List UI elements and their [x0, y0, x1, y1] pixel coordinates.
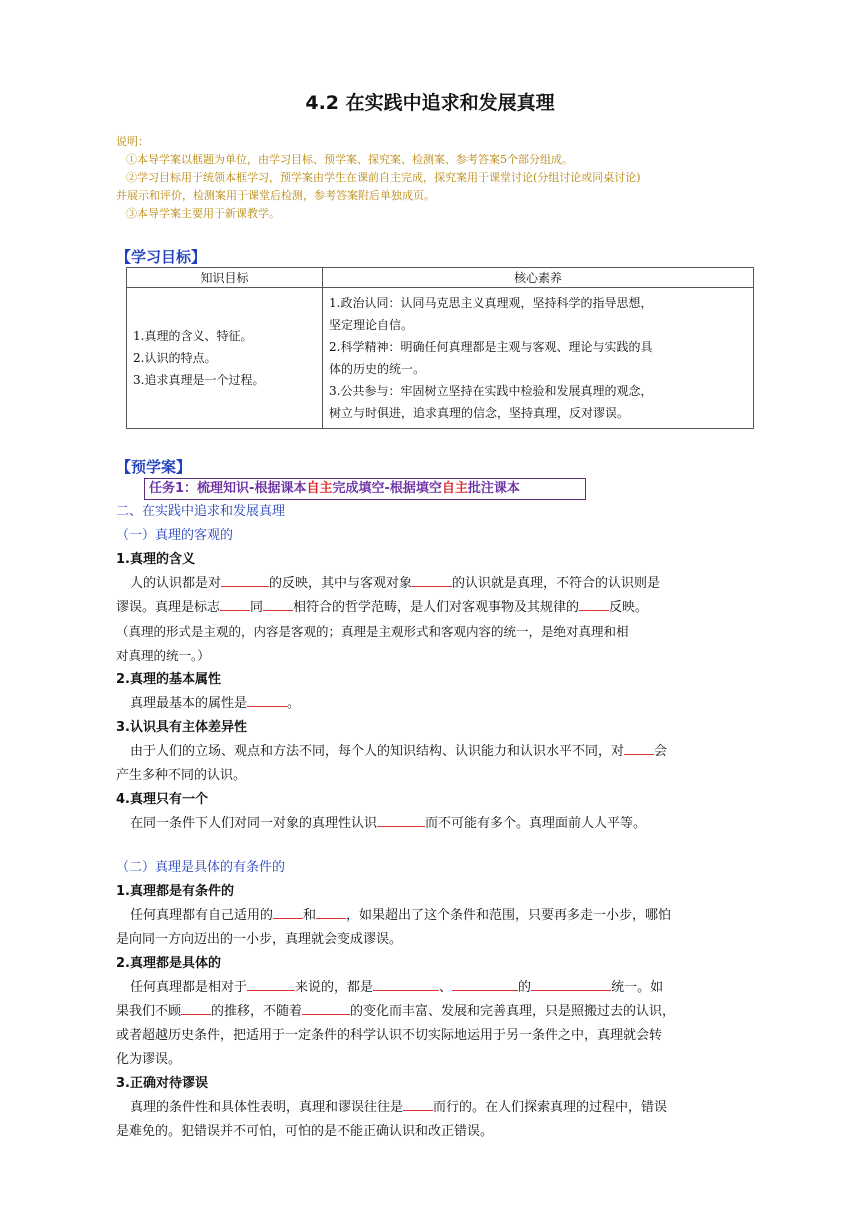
paragraph: 人的认识都是对 的反映，其中与客观对象 的认识就是真理，不符合的认识则是 [116, 572, 756, 596]
paragraph: 是向同一方向迈出的一小步，真理就会变成谬误。 [116, 932, 403, 947]
item-heading: 4.真理只有一个 [116, 792, 208, 807]
fill-blank[interactable] [531, 976, 611, 991]
note-line: ③本导学案主要用于新课教学。 [126, 207, 280, 220]
task-text: 任务1：梳理知识-根据课本 [149, 481, 307, 496]
literacy-line: 1.政治认同：认同马克思主义真理观，坚持科学的指导思想， [329, 296, 653, 310]
item-heading: 2.真理都是具体的 [116, 956, 221, 971]
fill-blank[interactable] [373, 976, 439, 991]
knowledge-goals-cell [127, 288, 323, 429]
note-line: ①本导学案以框题为单位，由学习目标、预学案、探究案、检测案、参考答案5个部分组成。 [126, 153, 573, 166]
item-heading: 1.真理的含义 [116, 552, 195, 567]
fill-blank[interactable] [302, 1000, 350, 1015]
paragraph: 在同一条件下人们对同一对象的真理性认识 而不可能有多个。真理面前人人平等。 [116, 812, 756, 836]
fill-blank[interactable] [579, 596, 609, 611]
literacy-line: 树立与时俱进，追求真理的信念，坚持真理，反对谬误。 [329, 406, 630, 420]
paragraph: 是难免的。犯错误并不可怕，可怕的是不能正确认识和改正错误。 [116, 1124, 494, 1139]
task-highlight: 自主 [306, 481, 333, 496]
knowledge-item: 3.追求真理是一个过程。 [133, 373, 265, 387]
item-heading: 1.真理都是有条件的 [116, 884, 234, 899]
paragraph: 任何真理都有自己适用的 和 ，如果超出了这个条件和范围，只要再多走一小步，哪怕 [116, 904, 756, 928]
subsection-title: （一）真理的客观的 [116, 528, 234, 543]
core-literacy-header: 核心素养 [323, 268, 754, 288]
part-title: 二、在实践中追求和发展真理 [116, 504, 286, 519]
knowledge-item: 2.认识的特点。 [133, 351, 217, 365]
core-literacy-cell [323, 288, 754, 429]
fill-blank[interactable] [220, 596, 250, 611]
fill-blank[interactable] [181, 1000, 211, 1015]
task-banner [144, 478, 586, 500]
task-highlight: 自主 [441, 481, 468, 496]
page-title: 4.2 在实践中追求和发展真理 [305, 92, 555, 114]
note-text: （真理的形式是主观的，内容是客观的；真理是主观形式和客观内容的统一，是绝对真理和相 [116, 624, 629, 639]
note-label: 说明： [116, 135, 149, 148]
fill-blank[interactable] [247, 976, 295, 991]
instructions-note [116, 133, 756, 223]
goals-heading: 【学习目标】 [116, 248, 207, 266]
paragraph: 由于人们的立场、观点和方法不同，每个人的知识结构、认识能力和认识水平不同，对 会 [116, 740, 756, 764]
fill-blank[interactable] [247, 692, 287, 707]
literacy-line: 2.科学精神：明确任何真理都是主观与客观、理论与实践的具 [329, 340, 653, 354]
paragraph: 任何真理都是相对于 来说的，都是 、 的 统一。如 [116, 976, 756, 1000]
learning-goals-table [126, 267, 754, 429]
fill-blank[interactable] [452, 976, 518, 991]
paragraph: 化为谬误。 [116, 1052, 182, 1067]
knowledge-item: 1.真理的含义、特征。 [133, 329, 253, 343]
knowledge-goals-header: 知识目标 [127, 268, 323, 288]
note-line: 并展示和评价，检测案用于课堂后检测，参考答案附后单独成页。 [116, 189, 435, 202]
item-heading: 3.正确对待谬误 [116, 1076, 208, 1091]
fill-blank[interactable] [273, 904, 303, 919]
paragraph: 产生多种不同的认识。 [116, 768, 247, 783]
paragraph: 果我们不顾 的推移，不随着 的变化而丰富、发展和完善真理，只是照搬过去的认识， [116, 1000, 756, 1024]
task-text: 批注课本 [467, 481, 520, 496]
item-heading: 3.认识具有主体差异性 [116, 720, 247, 735]
task-text: 完成填空-根据填空 [332, 481, 442, 496]
prestudy-body [116, 500, 756, 1144]
fill-blank[interactable] [624, 740, 654, 755]
paragraph: 谬误。真理是标志 同 相符合的哲学范畴，是人们对客观事物及其规律的 反映。 [116, 596, 756, 620]
fill-blank[interactable] [412, 572, 452, 587]
fill-blank[interactable] [221, 572, 269, 587]
fill-blank[interactable] [403, 1096, 433, 1111]
prestudy-heading: 【预学案】 [116, 458, 192, 476]
item-heading: 2.真理的基本属性 [116, 672, 221, 687]
subsection-title: （二）真理是具体的有条件的 [116, 860, 286, 875]
fill-blank[interactable] [263, 596, 293, 611]
literacy-line: 体的历史的统一。 [329, 362, 426, 376]
paragraph: 真理最基本的属性是 。 [116, 692, 756, 716]
literacy-line: 坚定理论自信。 [329, 318, 414, 332]
note-text: 对真理的统一。） [116, 648, 210, 663]
paragraph: 真理的条件性和具体性表明，真理和谬误往往是 而行的。在人们探索真理的过程中，错误 [116, 1096, 756, 1120]
note-line: ②学习目标用于统领本框学习，预学案由学生在课前自主完成，探究案用于课堂讨论(分组讨论或同桌讨论) [126, 171, 641, 184]
fill-blank[interactable] [316, 904, 346, 919]
fill-blank[interactable] [377, 812, 425, 827]
literacy-line: 3.公共参与：牢固树立坚持在实践中检验和发展真理的观念， [329, 384, 653, 398]
paragraph: 或者超越历史条件，把适用于一定条件的科学认识不切实际地运用于另一条件之中，真理就会转 [116, 1028, 663, 1043]
